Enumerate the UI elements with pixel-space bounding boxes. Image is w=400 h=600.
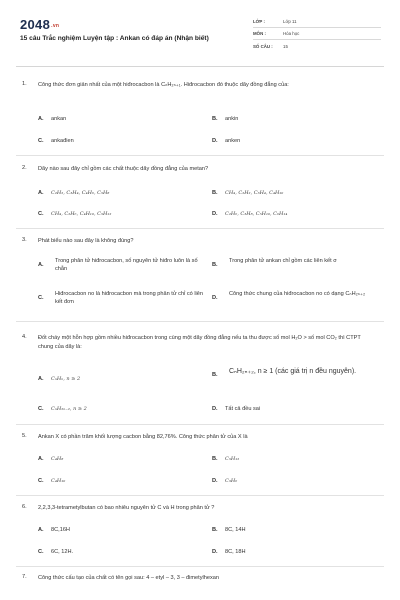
option-label: C. xyxy=(38,138,44,144)
option-text: Trong phân tử ankan chỉ gồm các liên kết σ xyxy=(229,258,337,264)
option-text: CₙHₙ, n ≥ 2 xyxy=(51,376,81,382)
option-label: D. xyxy=(212,138,218,144)
option-label: B. xyxy=(212,372,218,378)
question-divider xyxy=(16,155,384,156)
option-text: CH₄, C₂H₆, C₄H₁₀, C₅H₁₂ xyxy=(51,211,112,217)
option-label: D. xyxy=(212,549,218,555)
meta-divider xyxy=(253,27,381,28)
option-text: 8C,16H xyxy=(51,527,70,533)
option-text: ankađien xyxy=(51,138,74,144)
option-label: A. xyxy=(38,190,44,196)
option-label: C. xyxy=(38,406,44,412)
option-text: Hiđrocacbon no là hiđrocacbon mà trong phân tử chỉ có liên kết đơn xyxy=(55,291,204,305)
option-text: CₙH₂ₙ₊₂, n ≥ 1 (các giá trị n đều nguyên). xyxy=(229,368,357,375)
option-text: C₂H₂, C₃H₄, C₄H₆, C₅H₈ xyxy=(51,190,110,196)
option-label: A. xyxy=(38,376,44,382)
option-label: D. xyxy=(212,478,218,484)
option-label: B. xyxy=(212,527,218,533)
meta-class-value: Lớp 11 xyxy=(283,19,297,24)
question-number: 5. xyxy=(22,433,27,439)
question-divider xyxy=(16,566,384,567)
question-number: 1. xyxy=(22,81,27,87)
option-text: 6C, 12H. xyxy=(51,549,74,555)
option-text: C₄H₈ xyxy=(51,456,64,462)
option-label: C. xyxy=(38,295,44,301)
option-label: B. xyxy=(212,116,218,122)
option-label: D. xyxy=(212,406,218,412)
document-title: 15 câu Trắc nghiệm Luyện tập : Ankan có đáp án (Nhận biết) xyxy=(20,35,209,42)
question-number: 7. xyxy=(22,574,27,580)
meta-subject-value: Hóa học xyxy=(283,31,300,36)
option-text: 8C, 14H xyxy=(225,527,246,533)
option-label: C. xyxy=(38,549,44,555)
option-label: C. xyxy=(38,478,44,484)
option-label: A. xyxy=(38,116,44,122)
meta-count-key: SỐ CÂU : xyxy=(253,44,273,49)
option-text: Trong phân tử hiđrocacbon, số nguyên tử hiđro luôn là số chẵn xyxy=(55,258,198,272)
question-divider xyxy=(16,424,384,425)
question-divider xyxy=(16,321,384,322)
option-label: B. xyxy=(212,190,218,196)
question-text: Dãy nào sau đây chỉ gồm các chất thuộc dãy đồng đẳng của metan? xyxy=(38,166,209,172)
meta-count-value: 15 xyxy=(283,44,288,49)
question-text: Ankan X có phần trăm khối lượng cacbon bằng 82,76%. Công thức phân tử của X là xyxy=(38,434,248,440)
question-divider xyxy=(16,495,384,496)
option-text: Công thức chung của hiđrocacbon no có dạng CₙH₂ₙ₊₂ xyxy=(229,291,366,297)
header-divider xyxy=(16,66,384,67)
option-text: C₅H₁₂ xyxy=(225,456,240,462)
logo-text: 2048 xyxy=(20,17,51,32)
option-label: C. xyxy=(38,211,44,217)
meta-subject-key: MÔN : xyxy=(253,31,266,36)
question-text: Đốt cháy một hỗn hợp gồm nhiều hiđrocacbon trong cùng một dãy đồng đẳng nếu ta thu được số mol H₂O > số mol CO₂ thì CTPT chung của dãy là: xyxy=(38,335,361,350)
option-text: CₙH₂ₙ₋₂, n ≥ 2 xyxy=(51,406,87,412)
option-label: D. xyxy=(212,211,218,217)
question-text: Công thức đơn giản nhất của một hiđrocacbon là CₙH₂ₙ₊₁. Hiđrocacbon đó thuộc dãy đồng đẳng của: xyxy=(38,82,289,88)
question-text: Công thức cấu tạo của chất có tên gọi sau: 4 – etyl – 3, 3 – đimetylhexan xyxy=(38,575,219,581)
option-label: A. xyxy=(38,262,44,268)
option-label: B. xyxy=(212,262,218,268)
question-text: Phát biểu nào sau đây là không đúng? xyxy=(38,238,134,244)
option-text: C₄H₁₀ xyxy=(51,478,66,484)
option-text: ankin xyxy=(225,116,239,122)
option-text: 8C, 18H xyxy=(225,549,246,555)
site-logo[interactable] xyxy=(20,17,59,32)
option-label: D. xyxy=(212,295,218,301)
option-text: ankan xyxy=(51,116,67,122)
option-text: anken xyxy=(225,138,241,144)
option-text: CH₄, C₂H₂, C₃H₄, C₄H₁₀ xyxy=(225,190,284,196)
option-label: A. xyxy=(38,456,44,462)
option-text: Tất cả đều sai xyxy=(225,406,261,412)
question-divider xyxy=(16,228,384,229)
question-number: 3. xyxy=(22,237,27,243)
option-text: C₂H₆, C₃H₈, C₅H₁₀, C₆H₁₄ xyxy=(225,211,288,217)
option-text: C₃H₆ xyxy=(225,478,238,484)
question-number: 6. xyxy=(22,504,27,510)
meta-divider xyxy=(253,39,381,40)
question-text: 2,2,3,3-tetrametylbutan có bao nhiêu nguyên tử C và H trong phân tử ? xyxy=(38,505,215,511)
question-number: 4. xyxy=(22,334,27,340)
option-label: A. xyxy=(38,527,44,533)
logo-suffix: .vn xyxy=(51,22,60,29)
option-label: B. xyxy=(212,456,218,462)
meta-class-key: LỚP : xyxy=(253,19,265,24)
question-number: 2. xyxy=(22,165,27,171)
